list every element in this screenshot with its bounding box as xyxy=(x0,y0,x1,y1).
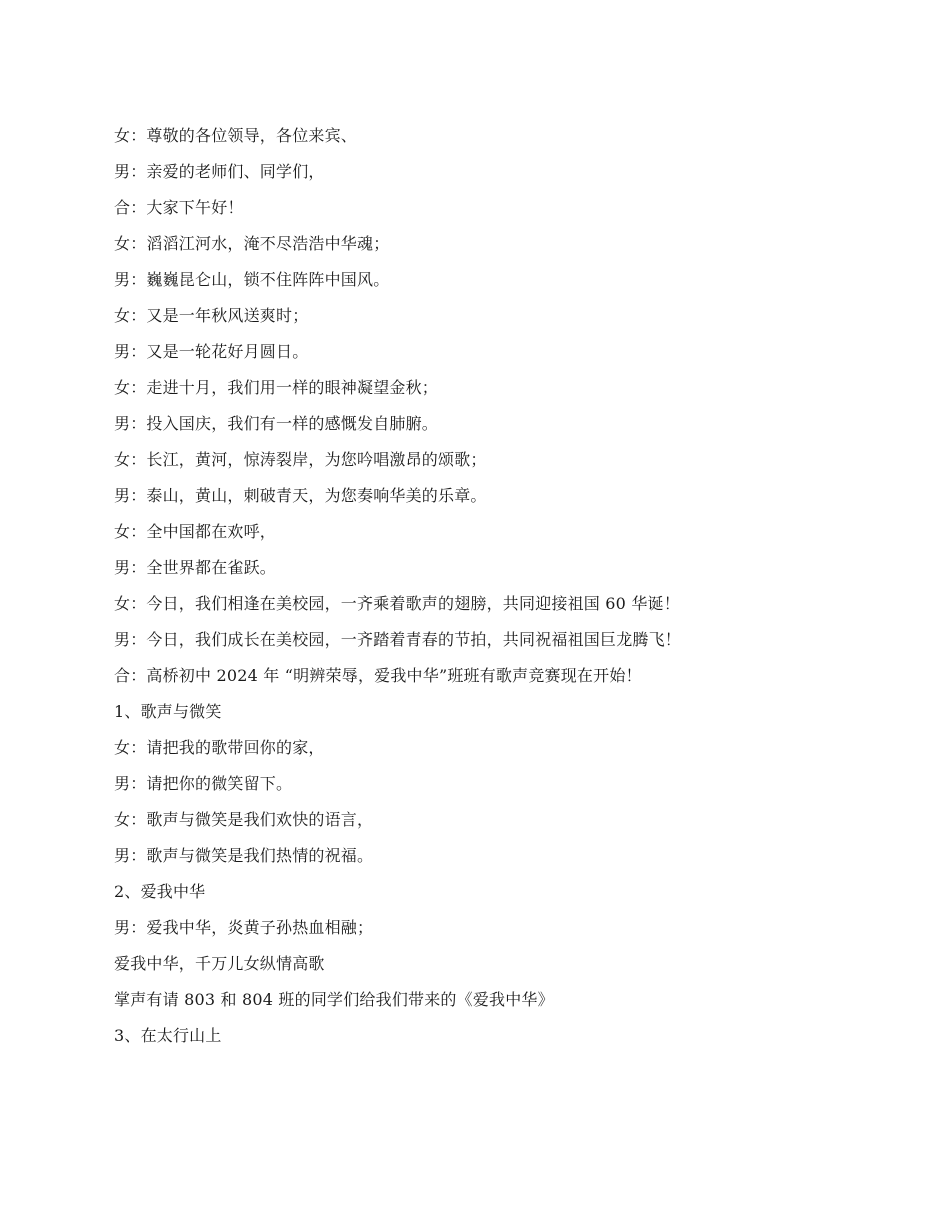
script-line: 男：全世界都在雀跃。 xyxy=(114,558,277,577)
script-line: 男：今日，我们成长在美校园，一齐踏着青春的节拍，共同祝福祖国巨龙腾飞！ xyxy=(114,630,682,649)
section-heading: 3、在太行山上 xyxy=(114,1026,222,1045)
script-line: 男：又是一轮花好月圆日。 xyxy=(114,342,309,361)
script-line: 女：尊敬的各位领导，各位来宾、 xyxy=(114,126,358,145)
script-line: 合：高桥初中 2024 年 “明辨荣辱，爱我中华”班班有歌声竞赛现在开始！ xyxy=(114,666,642,685)
script-line: 女：又是一年秋风送爽时； xyxy=(114,306,309,325)
script-line: 男：爱我中华，炎黄子孙热血相融； xyxy=(114,918,374,937)
script-line: 女：全中国都在欢呼， xyxy=(114,522,277,541)
script-line: 爱我中华，千万儿女纵情高歌 xyxy=(114,954,325,973)
section-heading: 2、爱我中华 xyxy=(114,882,206,901)
script-line: 女：走进十月，我们用一样的眼神凝望金秋； xyxy=(114,378,439,397)
script-line: 女：请把我的歌带回你的家， xyxy=(114,738,325,757)
script-line: 女：歌声与微笑是我们欢快的语言， xyxy=(114,810,374,829)
script-line: 女：今日，我们相逢在美校园，一齐乘着歌声的翅膀，共同迎接祖国 60 华诞！ xyxy=(114,594,680,613)
script-line: 男：亲爱的老师们、同学们， xyxy=(114,162,325,181)
script-line: 男：投入国庆，我们有一样的感慨发自肺腑。 xyxy=(114,414,439,433)
script-line: 合：大家下午好！ xyxy=(114,198,244,217)
script-line: 女：长江，黄河，惊涛裂岸，为您吟唱激昂的颂歌； xyxy=(114,450,487,469)
script-line: 男：巍巍昆仑山，锁不住阵阵中国风。 xyxy=(114,270,390,289)
host-script xyxy=(114,118,834,1054)
script-line: 男：泰山，黄山，刺破青天，为您奏响华美的乐章。 xyxy=(114,486,487,505)
script-line: 男：请把你的微笑留下。 xyxy=(114,774,293,793)
script-line: 男：歌声与微笑是我们热情的祝福。 xyxy=(114,846,374,865)
script-line: 掌声有请 803 和 804 班的同学们给我们带来的《爱我中华》 xyxy=(114,990,554,1009)
section-heading: 1、歌声与微笑 xyxy=(114,702,222,721)
script-line: 女：滔滔江河水，淹不尽浩浩中华魂； xyxy=(114,234,390,253)
